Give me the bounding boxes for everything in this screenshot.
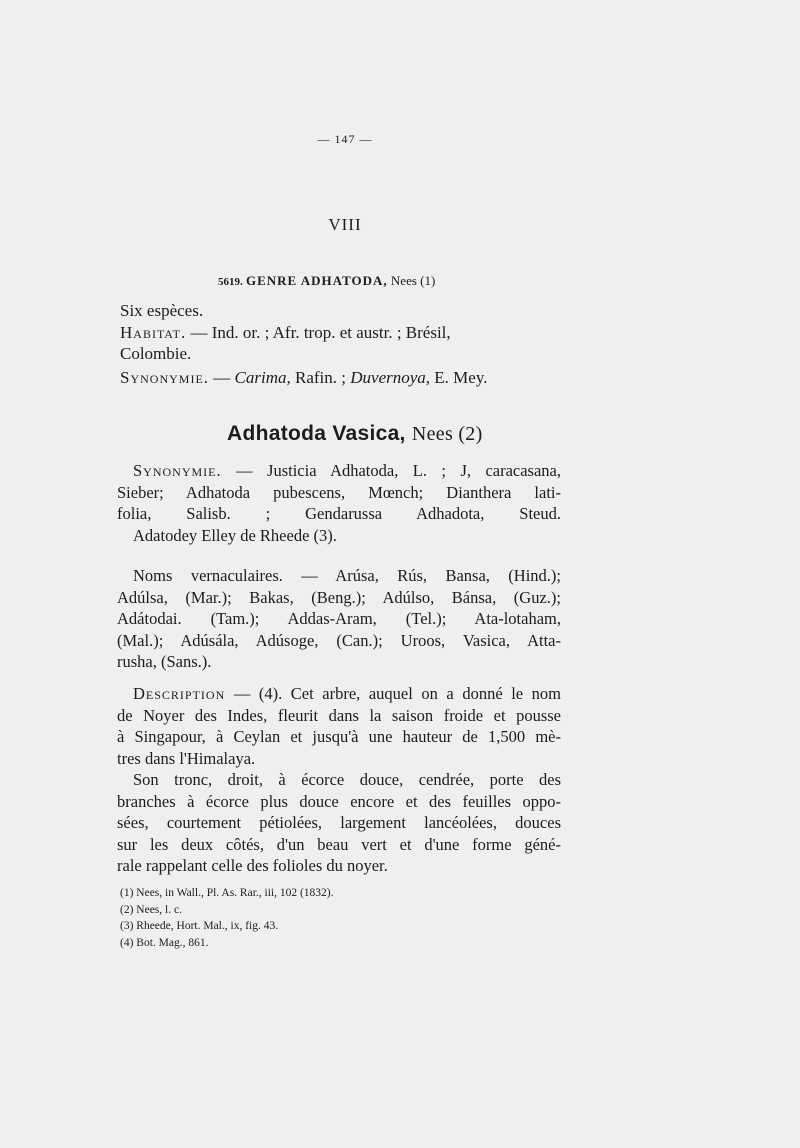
genus-habitat-continued: Colombie. (120, 344, 192, 363)
line-text: — (4). Cet arbre, auquel on a donné le nom (233, 684, 561, 703)
genus-species-count: Six espèces. (120, 301, 204, 320)
synonym-author-mey: E. Mey. (434, 368, 488, 387)
species-name: Adhatoda Vasica, (227, 422, 406, 445)
line-text: — Justicia Adhatoda, L. ; J, caracasana, (236, 461, 562, 480)
footnote: (2) Nees, l. c. (120, 903, 182, 916)
footnote: (3) Rheede, Hort. Mal., ix, fig. 43. (120, 920, 279, 932)
page-number: — 147 — (317, 132, 373, 146)
description-label: Description (133, 684, 226, 703)
genus-number: 5619. (218, 276, 243, 288)
genus-heading (218, 273, 435, 289)
chapter-heading: VIII (328, 215, 362, 234)
text-line: de Noyer des Indes, fleurit dans la saison froide et pousse (117, 705, 561, 725)
text-line: rusha, (Sans.). (117, 652, 212, 671)
genus-name: GENRE ADHATODA, (246, 273, 388, 288)
genus-synonymy (120, 368, 487, 388)
text-line: Sieber; Adhatoda pubescens, Mœnch; Dianthera lati- (117, 482, 561, 502)
synonym-duvernoya: Duvernoya, (350, 368, 431, 387)
text-line: Adatodey Elley de Rheede (3). (133, 525, 337, 545)
text-line: rale rappelant celle des folioles du noyer. (117, 856, 388, 875)
description-paragraph (117, 683, 561, 877)
text-line: sées, courtement pétiolées, largement lancéolées, douces (117, 813, 561, 832)
text-line: sur les deux côtés, d'un beau vert et d'une forme géné- (117, 834, 561, 854)
synonym-author-rafin: Rafin. ; (295, 368, 346, 387)
habitat-text: — Ind. or. ; Afr. trop. et austr. ; Brésil, (190, 323, 451, 342)
habitat-label: Habitat. (120, 323, 187, 342)
text-line: (Mal.); Adúsála, Adúsoge, (Can.); Uroos, Vasica, Atta- (117, 630, 561, 650)
text-line: branches à écorce plus douce encore et des feuilles oppo- (117, 791, 561, 811)
text-line: à Singapour, à Ceylan et jusqu'à une hauteur de 1,500 mè- (117, 727, 561, 746)
text-line: Adúlsa, (Mar.); Bakas, (Beng.); Adúlso, Bánsa, (Guz.); (117, 587, 561, 607)
vernacular-names-paragraph (117, 565, 561, 673)
text-line: Noms vernaculaires. — Arúsa, Rús, Bansa, (Hind.); (133, 566, 561, 585)
footnotes (120, 885, 334, 951)
text-line: tres dans l'Himalaya. (117, 748, 256, 768)
footnote: (1) Nees, in Wall., Pl. As. Rar., iii, 102 (1832). (120, 887, 334, 899)
species-author: Nees (2) (411, 423, 483, 445)
text-line: Adátodai. (Tam.); Addas-Aram, (Tel.); Ata-lotaham, (117, 609, 561, 628)
synonym-carima: Carima, (234, 368, 291, 387)
synonymy-label: Synonymie. (120, 368, 210, 387)
text-line (117, 683, 561, 705)
species-heading (227, 422, 483, 446)
species-synonymy-paragraph (117, 460, 561, 546)
text-line: Son tronc, droit, à écorce douce, cendrée, porte des (133, 770, 561, 789)
genus-author: Nees (1) (390, 273, 436, 288)
synonymy-label: Synonymie. (133, 461, 222, 480)
text-line: folia, Salisb. ; Gendarussa Adhadota, Steud. (117, 504, 561, 523)
text-line (117, 460, 561, 482)
synonymy-dash: — (213, 368, 231, 387)
genus-habitat (120, 323, 451, 343)
footnote: (4) Bot. Mag., 861. (120, 936, 209, 949)
